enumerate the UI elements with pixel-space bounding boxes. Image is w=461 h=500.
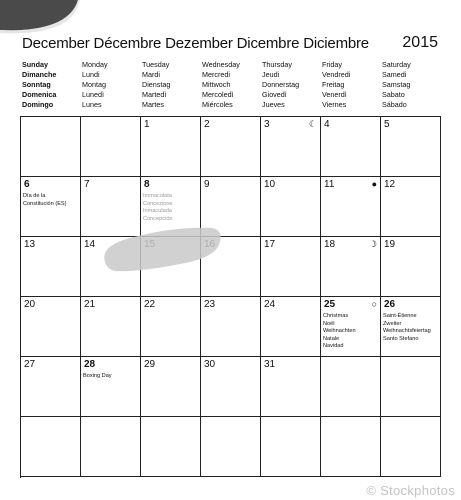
weekday-column bbox=[382, 60, 442, 110]
day-number: 10 bbox=[264, 179, 276, 190]
weekday-name: Vendredi bbox=[322, 70, 351, 79]
year-label: 2015 bbox=[402, 34, 438, 51]
day-number: 30 bbox=[204, 359, 216, 370]
weekday-name: Freitag bbox=[322, 80, 345, 89]
holiday-name: Concezione bbox=[143, 200, 173, 207]
day-number: 19 bbox=[384, 239, 396, 250]
holiday-list bbox=[323, 313, 379, 351]
holiday-name: Weihnachtsfeiertag bbox=[383, 328, 431, 334]
holiday-name: Weihnachten bbox=[323, 328, 356, 334]
calendar-empty-cell bbox=[21, 417, 81, 477]
calendar-day-cell bbox=[321, 237, 381, 297]
calendar-empty-cell bbox=[261, 417, 321, 477]
calendar-day-cell bbox=[321, 297, 381, 357]
weekday-name: Miércoles bbox=[202, 100, 233, 109]
watermark-text: © Stockphotos bbox=[366, 483, 455, 498]
calendar-empty-cell bbox=[321, 357, 381, 417]
holiday-name: Natale bbox=[323, 335, 340, 342]
day-number: 24 bbox=[264, 299, 276, 310]
day-number: 22 bbox=[144, 299, 156, 310]
weekday-name: Saturday bbox=[382, 60, 411, 69]
day-number: 7 bbox=[84, 179, 90, 190]
weekday-name: Sabato bbox=[382, 90, 405, 99]
weekday-name: Martedì bbox=[142, 90, 167, 99]
calendar-day-cell bbox=[381, 237, 441, 297]
calendar-empty-cell bbox=[141, 417, 201, 477]
calendar-empty-cell bbox=[201, 417, 261, 477]
calendar-day-cell bbox=[201, 297, 261, 357]
calendar-empty-cell bbox=[81, 117, 141, 177]
calendar-day-cell bbox=[81, 297, 141, 357]
day-number: 5 bbox=[384, 119, 390, 130]
calendar-day-cell bbox=[381, 297, 441, 357]
holiday-name: Christmas bbox=[323, 313, 349, 319]
day-number: 21 bbox=[84, 299, 96, 310]
weekday-name: Sábado bbox=[382, 100, 407, 109]
watermark-blob-graphic bbox=[100, 222, 225, 277]
month-title: December Décembre Dezember Dicembre Diciembre bbox=[22, 35, 369, 52]
day-number: 17 bbox=[264, 239, 276, 250]
weekday-column bbox=[142, 60, 202, 110]
weekday-name: Sunday bbox=[22, 60, 48, 69]
weekday-name: Venerdì bbox=[322, 90, 347, 99]
holiday-name: Saint-Étienne bbox=[383, 313, 417, 319]
weekday-name: Giovedì bbox=[262, 90, 287, 99]
calendar-day-cell bbox=[201, 117, 261, 177]
weekday-name: Lundi bbox=[82, 70, 100, 79]
holiday-name: Boxing Day bbox=[83, 373, 112, 379]
day-number: 12 bbox=[384, 179, 396, 190]
weekday-name: Tuesday bbox=[142, 60, 170, 69]
weekday-name: Mercoledì bbox=[202, 90, 234, 99]
holiday-list bbox=[23, 193, 79, 208]
holiday-name: Noël bbox=[323, 320, 335, 327]
calendar-empty-cell bbox=[321, 417, 381, 477]
weekday-name: Domenica bbox=[22, 90, 57, 99]
day-number: 13 bbox=[24, 239, 36, 250]
holiday-name: Immacolata bbox=[143, 193, 172, 199]
holiday-list bbox=[143, 193, 199, 223]
day-number: 4 bbox=[324, 119, 330, 130]
day-number: 1 bbox=[144, 119, 150, 130]
moon-phase-icon: ○ bbox=[371, 299, 377, 309]
page-curl-decoration bbox=[0, 0, 80, 34]
calendar-day-cell bbox=[261, 177, 321, 237]
day-number: 8 bbox=[144, 179, 150, 190]
weekday-column bbox=[202, 60, 262, 110]
calendar-day-cell bbox=[141, 297, 201, 357]
day-number: 29 bbox=[144, 359, 156, 370]
holiday-name: Navidad bbox=[323, 343, 344, 349]
holiday-name: Día de la bbox=[23, 193, 46, 199]
calendar-day-cell bbox=[21, 177, 81, 237]
day-number: 9 bbox=[204, 179, 210, 190]
day-number: 6 bbox=[24, 179, 30, 190]
day-number: 2 bbox=[204, 119, 210, 130]
calendar-day-cell bbox=[381, 177, 441, 237]
holiday-list bbox=[383, 313, 439, 343]
weekday-name: Wednesday bbox=[202, 60, 240, 69]
calendar-day-cell bbox=[201, 357, 261, 417]
weekday-name: Samedi bbox=[382, 70, 407, 79]
weekday-name: Domingo bbox=[22, 100, 54, 109]
day-number: 26 bbox=[384, 299, 396, 310]
holiday-name: Santo Stefano bbox=[383, 335, 419, 342]
calendar-day-cell bbox=[141, 117, 201, 177]
day-number: 14 bbox=[84, 239, 96, 250]
calendar-day-cell bbox=[261, 117, 321, 177]
weekday-header-row bbox=[22, 60, 442, 110]
day-number: 25 bbox=[324, 299, 336, 310]
calendar-day-cell bbox=[261, 297, 321, 357]
weekday-name: Mercredi bbox=[202, 70, 230, 79]
holiday-name: Constitución (ES) bbox=[23, 200, 67, 207]
calendar-day-cell bbox=[81, 357, 141, 417]
weekday-name: Montag bbox=[82, 80, 106, 89]
weekday-name: Samstag bbox=[382, 80, 411, 89]
calendar-empty-cell bbox=[381, 357, 441, 417]
calendar-day-cell bbox=[21, 237, 81, 297]
weekday-name: Dienstag bbox=[142, 80, 171, 89]
weekday-name: Viernes bbox=[322, 100, 347, 109]
weekday-name: Dimanche bbox=[22, 70, 57, 79]
holiday-name: Concepción bbox=[143, 215, 173, 222]
holiday-name: Inmaculada bbox=[143, 208, 172, 214]
moon-phase-icon: ● bbox=[371, 179, 377, 189]
holiday-list bbox=[83, 373, 139, 381]
weekday-name: Sonntag bbox=[22, 80, 51, 89]
day-number: 11 bbox=[324, 179, 335, 190]
day-number: 31 bbox=[264, 359, 276, 370]
weekday-column bbox=[82, 60, 142, 110]
day-number: 20 bbox=[24, 299, 36, 310]
calendar-day-cell bbox=[21, 357, 81, 417]
weekday-name: Mardi bbox=[142, 70, 160, 79]
weekday-name: Jeudi bbox=[262, 70, 280, 79]
calendar-day-cell bbox=[261, 237, 321, 297]
day-number: 3 bbox=[264, 119, 270, 130]
day-number: 23 bbox=[204, 299, 216, 310]
calendar-empty-cell bbox=[81, 417, 141, 477]
day-number: 27 bbox=[24, 359, 36, 370]
moon-phase-icon: ☽ bbox=[368, 239, 377, 249]
weekday-column bbox=[322, 60, 382, 110]
calendar-day-cell bbox=[141, 357, 201, 417]
weekday-name: Mittwoch bbox=[202, 80, 231, 89]
weekday-name: Lunedì bbox=[82, 90, 104, 99]
calendar-day-cell bbox=[381, 117, 441, 177]
weekday-column bbox=[262, 60, 322, 110]
weekday-name: Lunes bbox=[82, 100, 102, 109]
weekday-name: Friday bbox=[322, 60, 342, 69]
weekday-name: Monday bbox=[82, 60, 108, 69]
weekday-name: Donnerstag bbox=[262, 80, 300, 89]
calendar-day-cell bbox=[261, 357, 321, 417]
calendar-empty-cell bbox=[381, 417, 441, 477]
day-number: 18 bbox=[324, 239, 336, 250]
calendar-empty-cell bbox=[21, 117, 81, 177]
holiday-name: Zweiter bbox=[383, 320, 402, 327]
weekday-name: Thursday bbox=[262, 60, 292, 69]
day-number: 28 bbox=[84, 359, 96, 370]
calendar-grid bbox=[20, 116, 441, 478]
moon-phase-icon: ☾ bbox=[308, 119, 317, 129]
calendar-day-cell bbox=[321, 117, 381, 177]
weekday-column bbox=[22, 60, 82, 110]
calendar-day-cell bbox=[21, 297, 81, 357]
weekday-name: Martes bbox=[142, 100, 164, 109]
weekday-name: Jueves bbox=[262, 100, 285, 109]
calendar-day-cell bbox=[321, 177, 381, 237]
